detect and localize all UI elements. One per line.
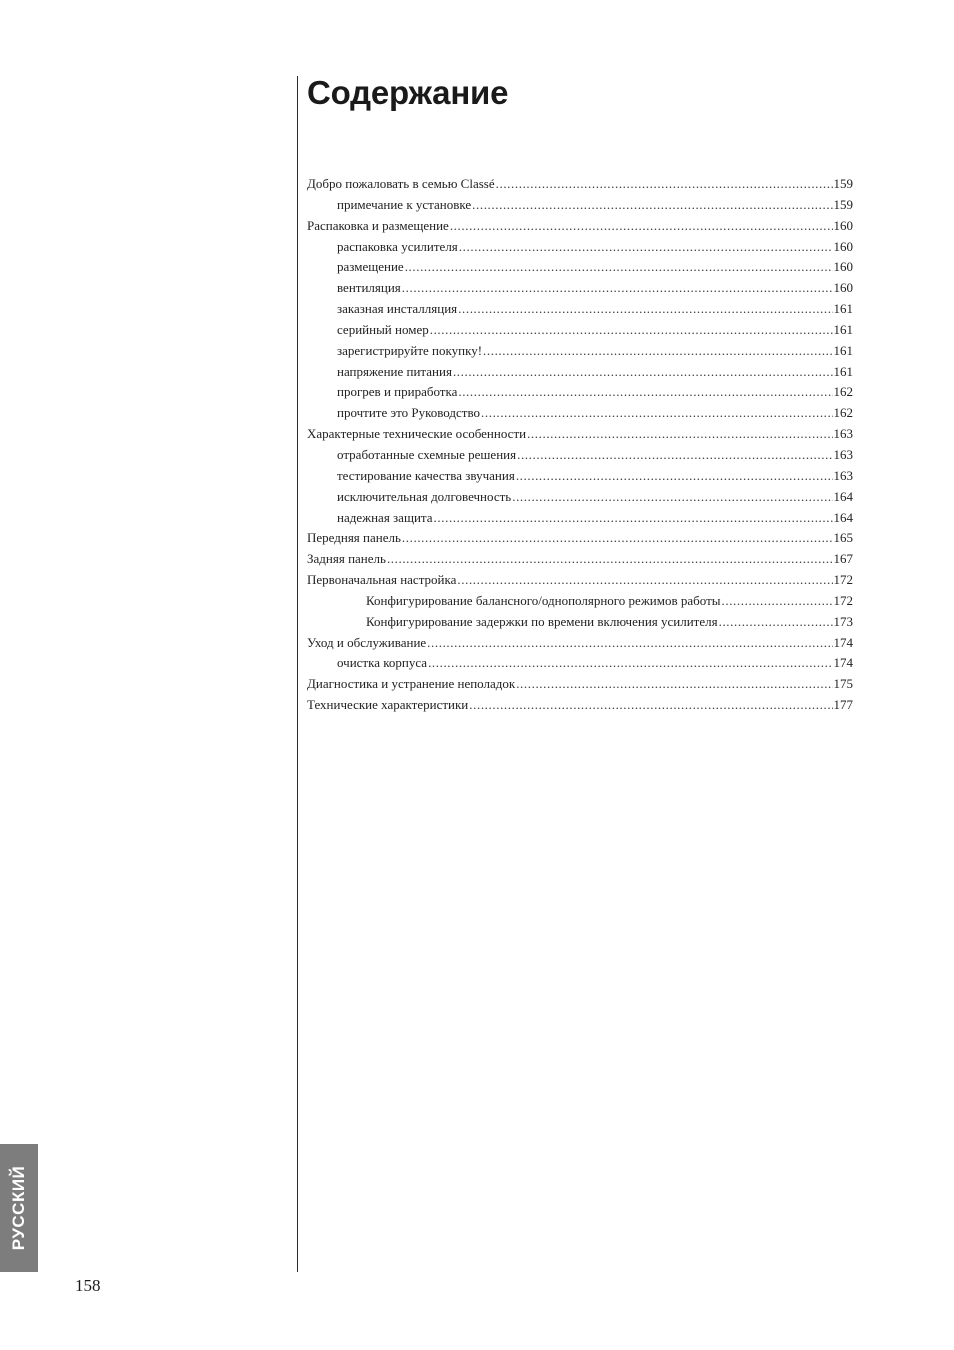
toc-leader-dots [472,195,832,215]
toc-entry[interactable] [307,195,853,216]
toc-leader-dots [457,570,832,590]
toc-leader-dots [402,278,833,298]
toc-entry-page: 172 [833,572,853,588]
toc-entry-label: размещение [337,259,404,275]
toc-entry-label: Первоначальная настройка [307,572,457,588]
toc-entry-page: 159 [833,196,853,212]
toc-entry-page: 163 [833,467,853,483]
toc-entry[interactable] [307,508,853,529]
toc-entry-label: напряжение питания [337,363,452,379]
toc-entry-label: серийный номер [337,321,429,337]
toc-entry-label: Передняя панель [307,530,401,546]
toc-leader-dots [450,216,833,236]
toc-entry-label: вентиляция [337,280,401,296]
toc-entry-page: 160 [833,259,853,275]
toc-entry-label: Диагностика и устранение неполадок [307,676,516,692]
toc-leader-dots [387,549,833,569]
toc-entry-page: 160 [833,280,853,296]
toc-entry-page: 164 [833,509,853,525]
toc-entry[interactable] [307,633,853,654]
toc-entry[interactable] [307,612,853,633]
toc-entry-label: Характерные технические особенности [307,426,527,442]
toc-entry[interactable] [307,278,853,299]
toc-entry-label: примечание к установке [337,196,472,212]
toc-entry[interactable] [307,362,853,383]
toc-entry-label: отработанные схемные решения [337,446,517,462]
toc-entry-page: 174 [833,655,853,671]
toc-entry-label: заказная инсталляция [337,301,458,317]
toc-leader-dots [458,299,832,319]
toc-entry[interactable] [307,320,853,341]
toc-entry[interactable] [307,549,853,570]
toc-leader-dots [517,445,832,465]
toc-entry-page: 160 [833,238,853,254]
toc-entry[interactable] [307,487,853,508]
toc-entry-label: Технические характеристики [307,697,469,713]
toc-entry-label: надежная защита [337,509,433,525]
toc-leader-dots [428,653,832,673]
toc-entry[interactable] [307,237,853,258]
toc-entry-label: очистка корпуса [337,655,428,671]
toc-entry[interactable] [307,591,853,612]
toc-entry-page: 165 [833,530,853,546]
toc-leader-dots [430,320,833,340]
toc-leader-dots [512,487,832,507]
toc-entry-page: 164 [833,488,853,504]
toc-entry-page: 175 [833,676,853,692]
toc-leader-dots [405,257,833,277]
toc-entry-label: Конфигурирование балансного/однополярного режимов работы [366,592,721,608]
toc-entry-page: 163 [833,426,853,442]
toc-entry[interactable] [307,445,853,466]
toc-leader-dots [516,674,832,694]
toc-leader-dots [722,591,833,611]
toc-entry-page: 161 [833,301,853,317]
toc-entry-label: Добро пожаловать в семью Classé [307,176,495,191]
toc-entry-page: 162 [833,405,853,421]
toc-entry-label: прочтите это Руководство [337,405,481,421]
toc-leader-dots [527,424,832,444]
toc-entry-page: 167 [833,551,853,567]
toc-entry-label: зарегистрируйте покупку! [337,342,483,358]
toc-leader-dots [434,508,833,528]
toc-leader-dots [469,695,832,715]
toc-entry-label: распаковка усилителя [337,238,458,254]
toc-leader-dots [496,174,833,194]
margin-rule [297,76,298,1272]
toc-entry-page: 163 [833,446,853,462]
toc-entry[interactable] [307,382,853,403]
toc-entry-page: 172 [833,592,853,608]
toc-entry-page: 161 [833,321,853,337]
toc-entry-label: Конфигурирование задержки по времени включения усилителя [366,613,718,629]
page-number: 158 [75,1276,101,1295]
toc-leader-dots [719,612,833,632]
toc-entry[interactable] [307,174,853,195]
toc-entry-label: прогрев и приработка [337,384,458,400]
toc-entry[interactable] [307,570,853,591]
toc-entry-label: исключительная долговечность [337,488,512,504]
toc-entry[interactable] [307,257,853,278]
toc-entry[interactable] [307,466,853,487]
toc-entry-label: тестирование качества звучания [337,467,515,483]
toc-leader-dots [481,403,832,423]
toc-entry[interactable] [307,403,853,424]
toc-entry-page: 173 [833,613,853,629]
toc-leader-dots [459,237,833,257]
page-title: Содержание [307,74,509,111]
toc-leader-dots [516,466,833,486]
toc-leader-dots [453,362,833,382]
toc-leader-dots [427,633,832,653]
toc-entry[interactable] [307,341,853,362]
toc-entry-page: 162 [833,384,853,400]
toc-entry-page: 161 [833,363,853,379]
toc-entry-label: Распаковка и размещение [307,217,449,233]
table-of-contents [307,174,853,716]
language-tab-label: РУССКИЙ [9,1165,28,1251]
toc-entry[interactable] [307,528,853,549]
toc-entry[interactable] [307,299,853,320]
toc-entry-page: 161 [833,342,853,358]
toc-leader-dots [483,341,832,361]
toc-entry[interactable] [307,653,853,674]
toc-entry[interactable] [307,695,853,716]
toc-leader-dots [402,528,833,548]
toc-entry-page: 160 [833,217,853,233]
language-tab [0,1144,38,1272]
toc-entry[interactable] [307,216,853,237]
toc-leader-dots [458,382,832,402]
toc-entry-page: 177 [833,697,853,713]
toc-entry-page: 174 [833,634,853,650]
toc-entry-label: Уход и обслуживание [307,634,427,650]
toc-entry[interactable] [307,424,853,445]
toc-entry-page: 159 [833,176,853,191]
toc-entry-label: Задняя панель [307,551,386,567]
toc-entry[interactable] [307,674,853,695]
